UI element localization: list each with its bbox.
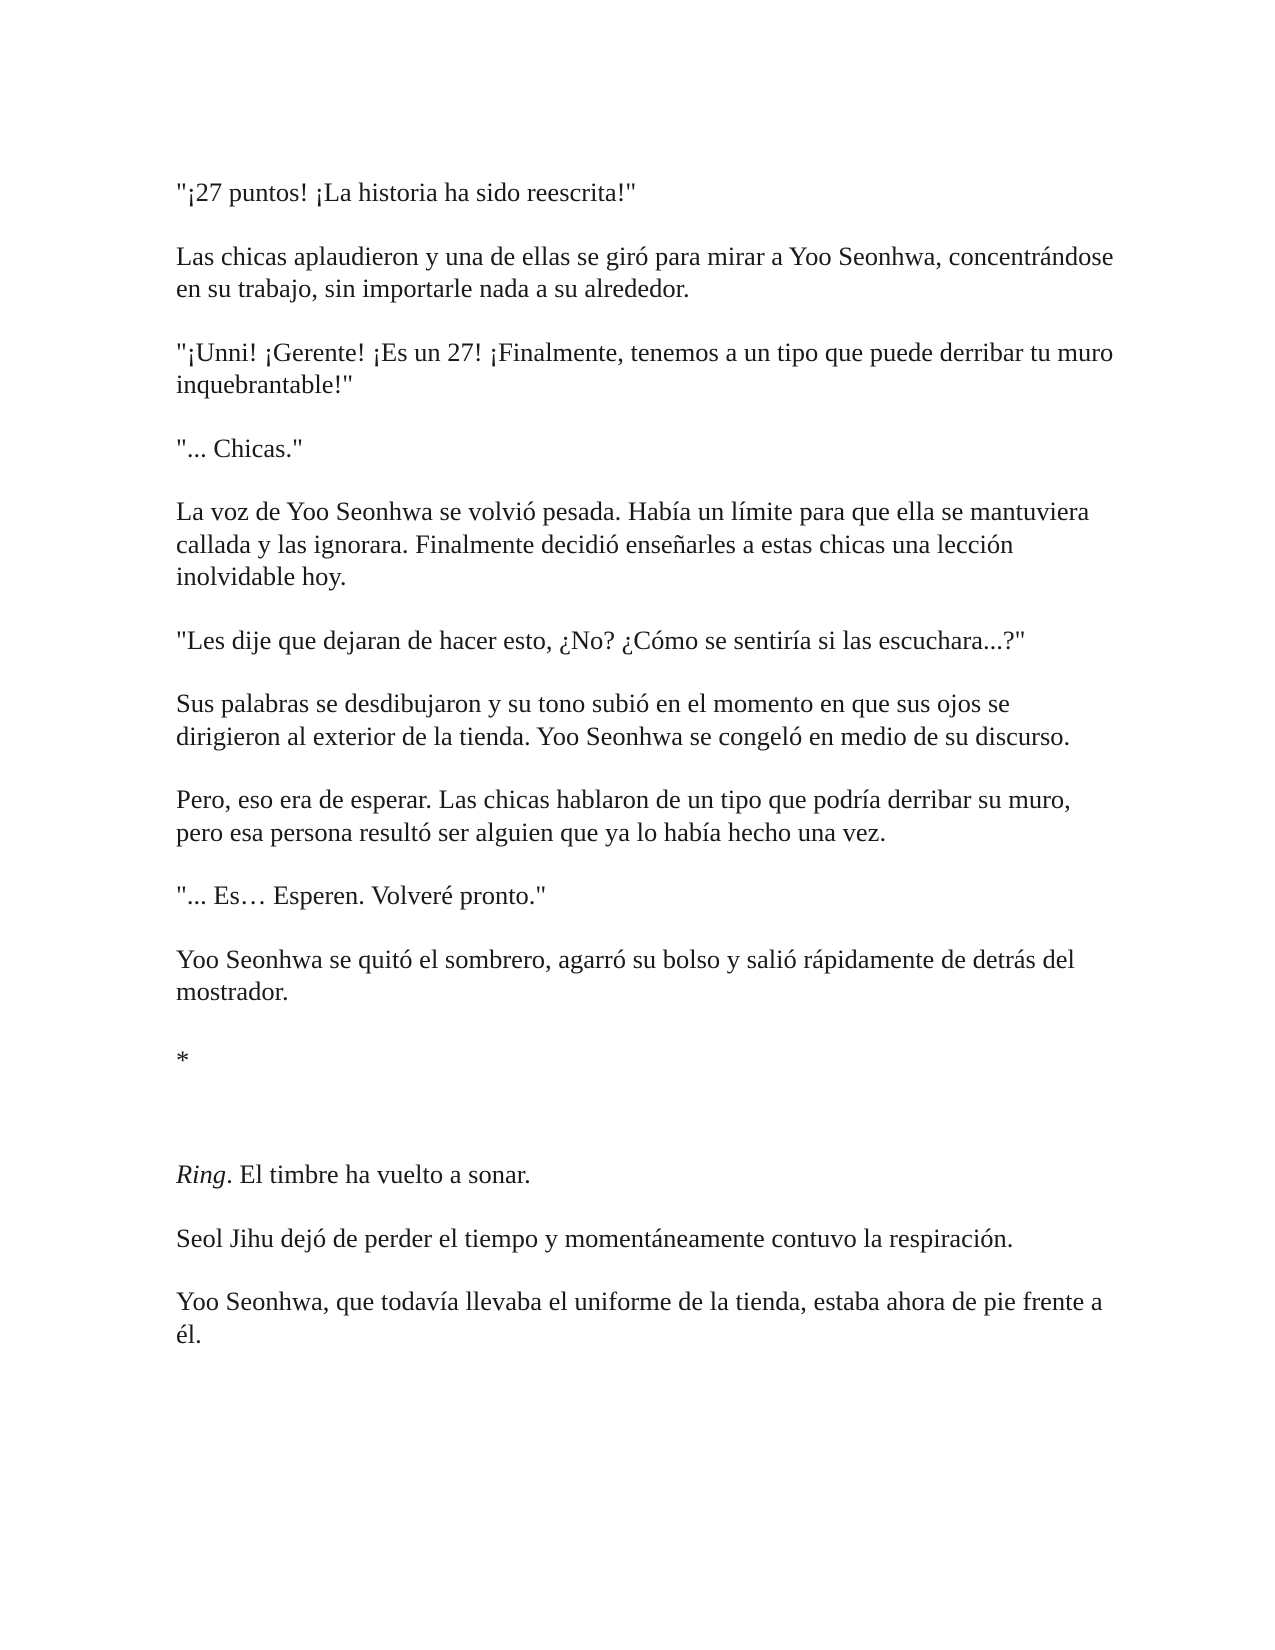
paragraph-9: "... Es… Esperen. Volveré pronto.": [176, 880, 547, 910]
paragraph-ring: [176, 1158, 1116, 1191]
ring-rest: . El timbre ha vuelto a sonar.: [226, 1159, 531, 1189]
scene-separator: *: [176, 1044, 190, 1075]
paragraph-8: Pero, eso era de esperar. Las chicas hablaron de un tipo que podría derribar su muro, pero esa persona resultó ser alguien que ya lo había hecho una vez.: [176, 784, 1071, 847]
paragraph-2: Las chicas aplaudieron y una de ellas se giró para mirar a Yoo Seonhwa, concentrándose en su trabajo, sin importarle nada a su alrededor.: [176, 240, 1114, 303]
paragraph-1: "¡27 puntos! ¡La historia ha sido reescrita!": [176, 177, 637, 207]
paragraph-3: "¡Unni! ¡Gerente! ¡Es un 27! ¡Finalmente, tenemos a un tipo que puede derribar tu muro inquebrantable!": [176, 336, 1114, 399]
paragraph-13: Yoo Seonhwa, que todavía llevaba el uniforme de la tienda, estaba ahora de pie frente a él.: [176, 1286, 1103, 1349]
paragraph-6: "Les dije que dejaran de hacer esto, ¿No? ¿Cómo se sentiría si las escuchara...?": [176, 624, 1026, 655]
paragraph-10: Yoo Seonhwa se quitó el sombrero, agarró su bolso y salió rápidamente de detrás del mostrador.: [176, 943, 1075, 1006]
ring-italic: Ring: [176, 1159, 227, 1189]
paragraph-4: "... Chicas.": [176, 432, 303, 463]
paragraph-12: Seol Jihu dejó de perder el tiempo y momentáneamente contuvo la respiración.: [176, 1222, 1014, 1253]
document-body: [176, 176, 1116, 1381]
paragraph-7: Sus palabras se desdibujaron y su tono subió en el momento en que sus ojos se dirigieron al exterior de la tienda. Yoo Seonhwa se congeló en medio de su discurso.: [176, 688, 1071, 751]
paragraph-5: La voz de Yoo Seonhwa se volvió pesada. Había un límite para que ella se mantuviera callada y las ignorara. Finalmente decidió enseñarles a estas chicas una lección inolvidable hoy.: [176, 496, 1090, 591]
